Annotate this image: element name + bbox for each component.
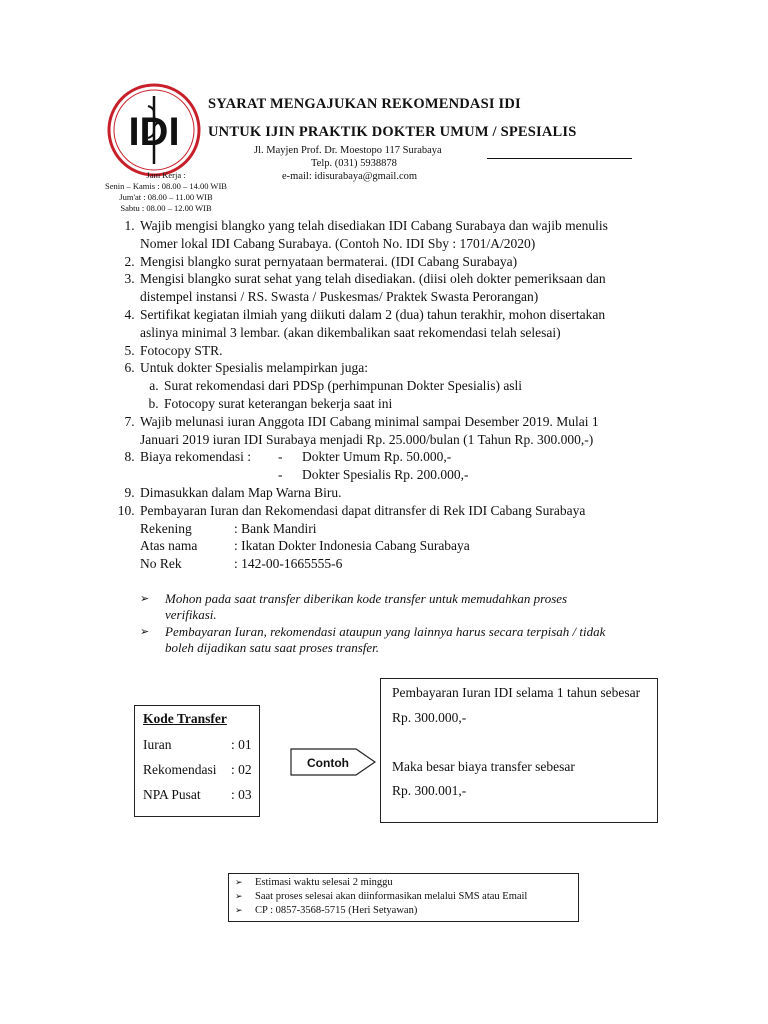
kode-row: NPA Pusat : 03	[143, 787, 252, 802]
example-line3: Maka besar biaya transfer sebesar	[392, 759, 575, 774]
list-item: 7. Wajib melunasi iuran Anggota IDI Cabang minimal sampai Desember 2019. Mulai 1 Januari 2019 iuran IDI Surabaya menjadi Rp. 25.000/bulan (1 Tahun Rp. 300.000,-)	[138, 413, 698, 449]
hours-friday: Jum'at : 08.00 – 11.00 WIB	[119, 192, 213, 202]
example-line4: Rp. 300.001,-	[392, 783, 467, 798]
fee-spesialis: Dokter Spesialis Rp. 200.000,-	[302, 467, 469, 483]
hours-weekday: Senin – Kamis : 08.00 – 14.00 WIB	[105, 181, 227, 191]
kode-row: Iuran : 01	[143, 737, 252, 752]
fee-label: Biaya rekomendasi :	[140, 449, 251, 465]
signature-line	[487, 158, 632, 159]
hours-label: Jam Kerja :	[146, 170, 186, 180]
example-box	[380, 678, 658, 823]
list-item: 3. Mengisi blangko surat sehat yang telah disediakan. (diisi oleh dokter pemeriksaan dan distempel instansi / RS. Swasta / Puskesmas/ Praktek Swasta Perorangan)	[138, 270, 698, 306]
phone: Telp. (031) 5938878	[311, 158, 397, 169]
sub-list	[140, 377, 698, 413]
list-item: 6. Untuk dokter Spesialis melampirkan juga: a. Surat rekomendasi dari PDSp (perhimpunan Dokter Spesialis) asli b. Fotocopy surat keterangan bekerja saat ini	[138, 359, 698, 412]
info-item: ➢ Estimasi waktu selesai 2 minggu	[235, 877, 393, 888]
example-line2: Rp. 300.000,-	[392, 710, 467, 725]
sub-item-b: b. Fotocopy surat keterangan bekerja saat ini	[162, 395, 698, 413]
contoh-label: Contoh	[307, 756, 349, 770]
kode-row: Rekomendasi : 02	[143, 762, 252, 777]
note-item: ➢ Pembayaran Iuran, rekomendasi ataupun yang lainnya harus secara terpisah / tidak boleh dijadikan satu saat proses transfer.	[140, 624, 606, 655]
contoh-arrow	[290, 748, 376, 776]
svg-text:IDI: IDI	[128, 110, 180, 154]
table-row: Atas nama : Ikatan Dokter Indonesia Cabang Surabaya	[140, 538, 470, 554]
list-item: 1. Wajib mengisi blangko yang telah disediakan IDI Cabang Surabaya dan wajib menulis Nomer lokal IDI Cabang Surabaya. (Contoh No. IDI Sby : 1701/A/2020)	[138, 217, 698, 253]
arrow-bullet-icon: ➢	[235, 905, 243, 915]
note-item: ➢ Mohon pada saat transfer diberikan kode transfer untuk memudahkan proses verifikasi.	[140, 591, 568, 622]
sub-item-a: a. Surat rekomendasi dari PDSp (perhimpunan Dokter Spesialis) asli	[162, 377, 698, 395]
idi-logo	[106, 82, 202, 178]
list-item: 8. Biaya rekomendasi : - Dokter Umum Rp. 50.000,- - Dokter Spesialis Rp. 200.000,-	[138, 448, 698, 484]
list-item: 9. Dimasukkan dalam Map Warna Biru.	[138, 484, 698, 502]
kode-transfer-title: Kode Transfer	[143, 711, 227, 726]
arrow-bullet-icon: ➢	[140, 593, 150, 605]
address: Jl. Mayjen Prof. Dr. Moestopo 117 Surabaya	[254, 145, 442, 156]
fee-umum: Dokter Umum Rp. 50.000,-	[302, 449, 452, 465]
table-row: No Rek : 142-00-1665555-6	[140, 556, 343, 572]
list-item: 2. Mengisi blangko surat pernyataan bermaterai. (IDI Cabang Surabaya)	[138, 253, 698, 271]
hours-saturday: Sabtu : 08.00 – 12.00 WIB	[120, 203, 212, 213]
example-line1: Pembayaran Iuran IDI selama 1 tahun sebesar	[392, 685, 641, 700]
info-item: ➢ CP : 0857-3568-5715 (Heri Setyawan)	[235, 905, 418, 916]
kode-transfer-box	[134, 705, 260, 817]
working-hours	[80, 170, 252, 214]
arrow-bullet-icon: ➢	[235, 891, 243, 901]
info-box	[228, 873, 579, 922]
requirements-list	[104, 217, 698, 573]
bank-details	[140, 520, 470, 573]
list-item: 10. Pembayaran Iuran dan Rekomendasi dapat ditransfer di Rek IDI Cabang Surabaya Rekening : Bank Mandiri Atas nama : Ikatan Dokter Indonesia Cabang Surabaya No Rek : 142-00-1665555-6	[138, 502, 698, 573]
title-line2: UNTUK IJIN PRAKTIK DOKTER UMUM / SPESIALIS	[208, 124, 577, 140]
title-line1: SYARAT MENGAJUKAN REKOMENDASI IDI	[208, 96, 521, 112]
arrow-bullet-icon: ➢	[235, 877, 243, 887]
notes	[140, 591, 640, 657]
info-item: ➢ Saat proses selesai akan diinformasikan melalui SMS atau Email	[235, 891, 528, 902]
list-item: 5. Fotocopy STR.	[138, 342, 698, 360]
list-item: 4. Sertifikat kegiatan ilmiah yang diikuti dalam 2 (dua) tahun terakhir, mohon disertakan aslinya minimal 3 lembar. (akan dikembalikan saat rekomendasi telah selesai)	[138, 306, 698, 342]
arrow-bullet-icon: ➢	[140, 626, 150, 638]
email: e-mail: idisurabaya@gmail.com	[282, 171, 418, 182]
table-row: Rekening : Bank Mandiri	[140, 520, 317, 536]
